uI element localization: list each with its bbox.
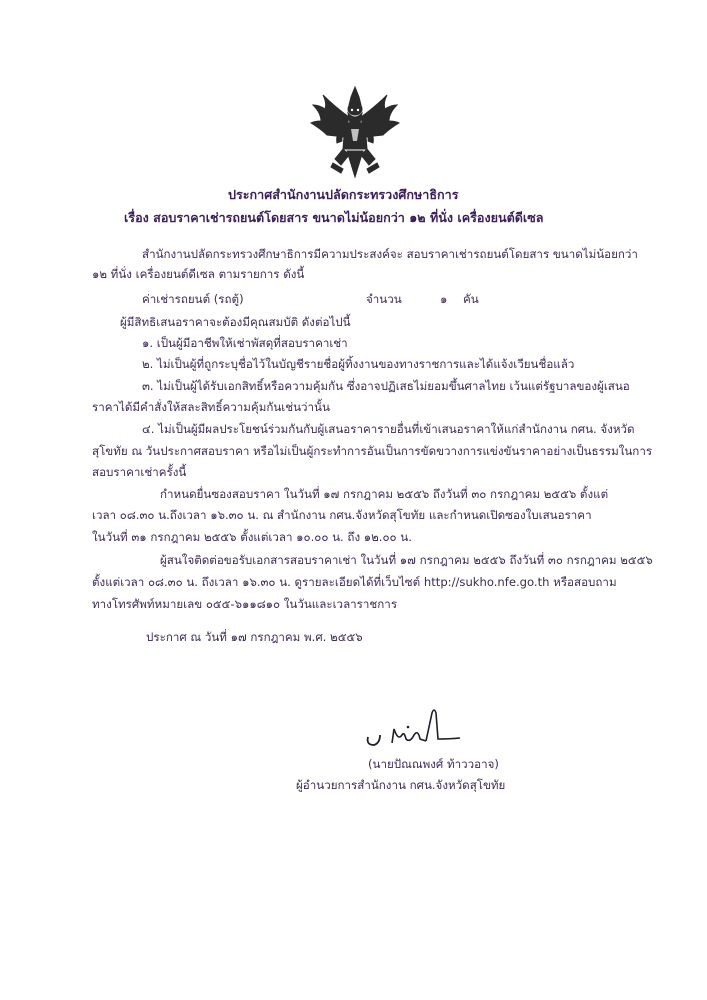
qualification-3-line-2: ราคาได้มีคำสั่งให้สละสิทธิ์ความคุ้มกันเช่นว่านั้น xyxy=(92,400,330,414)
contact-line-2: ตั้งแต่เวลา ๐๘.๓๐ น. ถึงเวลา ๑๖.๓๐ น. ดูรายละเอียดได้ที่เว็บไซต์ http://sukho.nfe.go.th หรือสอบถาม xyxy=(92,575,617,589)
schedule-line-2: เวลา ๐๘.๓๐ น.ถึงเวลา ๑๖.๓๐ น. ณ สำนักงาน กศน.จังหวัดสุโขทัย และกำหนดเปิดซองใบเสนอราคา xyxy=(92,508,592,522)
item-unit: คัน xyxy=(463,292,479,306)
schedule-line-1: กำหนดยื่นซองสอบราคา ในวันที่ ๑๗ กรกฎาคม ๒๕๕๖ ถึงวันที่ ๓๐ กรกฎาคม ๒๕๕๖ ตั้งแต่ xyxy=(160,487,609,501)
schedule-line-3: ในวันที่ ๓๑ กรกฎาคม ๒๕๕๖ ตั้งแต่เวลา ๑๐.๐๐ น. ถึง ๑๒.๐๐ น. xyxy=(92,530,412,544)
qualification-1: ๑. เป็นผู้มีอาชีพให้เช่าพัสดุที่สอบราคาเช่า xyxy=(142,336,348,350)
qualification-4-line-3: สอบราคาเช่าครั้งนี้ xyxy=(92,465,187,479)
signatory-position: ผู้อำนวยการสำนักงาน กศน.จังหวัดสุโขทัย xyxy=(296,778,506,792)
intro-line-1: สำนักงานปลัดกระทรวงศึกษาธิการมีความประสงค์จะ สอบราคาเช่ารถยนต์โดยสาร ขนาดไม่น้อยกว่า xyxy=(142,247,638,261)
intro-line-2: ๑๒ ที่นั่ง เครื่องยนต์ดีเซล ตามรายการ ดังนี้ xyxy=(92,267,305,281)
qualification-4-line-1: ๔. ไม่เป็นผู้มีผลประโยชน์ร่วมกันกับผู้เสนอราคารายอื่นที่เข้าเสนอราคาให้แก่สำนักงาน กศน. จังหวัด xyxy=(142,422,635,436)
item-qty-label: จำนวน xyxy=(366,292,402,306)
contact-line-3: ทางโทรศัพท์หมายเลข ๐๕๕-๖๑๑๘๑๐ ในวันและเวลาราชการ xyxy=(92,597,398,611)
qualifications-heading: ผู้มีสิทธิเสนอราคาจะต้องมีคุณสมบัติ ดังต่อไปนี้ xyxy=(120,315,351,329)
qualification-2: ๒. ไม่เป็นผู้ที่ถูกระบุชื่อไว้ในบัญชีรายชื่อผู้ทิ้งงานของทางราชการและได้แจ้งเวียนชื่อแล้ว xyxy=(142,357,575,371)
announcement-title: ประกาศสำนักงานปลัดกระทรวงศึกษาธิการ xyxy=(228,187,459,202)
signatory-name: (นายปัณณพงศ์ ท้าววอาจ) xyxy=(368,757,499,771)
signature-image xyxy=(360,705,470,750)
qualification-4-line-2: สุโขทัย ณ วันประกาศสอบราคา หรือไม่เป็นผู้กระทำการอันเป็นการขัดขวางการแข่งขันราคาอย่างเป็นธรรมในการ xyxy=(92,444,653,458)
contact-line-1: ผู้สนใจติดต่อขอรับเอกสารสอบราคาเช่า ในวันที่ ๑๗ กรกฎาคม ๒๕๕๖ ถึงวันที่ ๓๐ กรกฎาคม ๒๕๕๖ xyxy=(160,553,653,567)
qualification-3-line-1: ๓. ไม่เป็นผู้ได้รับเอกสิทธิ์หรือความคุ้มกัน ซึ่งอาจปฏิเสธไม่ยอมขึ้นศาลไทย เว้นแต่รัฐบาลของผู้เสนอ xyxy=(142,379,630,393)
garuda-emblem-icon xyxy=(305,85,405,185)
item-qty: ๑ xyxy=(440,292,448,306)
announce-date: ประกาศ ณ วันที่ ๑๗ กรกฎาคม พ.ศ. ๒๕๕๖ xyxy=(146,630,363,644)
item-name: ค่าเช่ารถยนต์ (รถตู้) xyxy=(142,292,244,306)
announcement-subject: เรื่อง สอบราคาเช่ารถยนต์โดยสาร ขนาดไม่น้อยกว่า ๑๒ ที่นั่ง เครื่องยนต์ดีเซล xyxy=(124,210,544,225)
